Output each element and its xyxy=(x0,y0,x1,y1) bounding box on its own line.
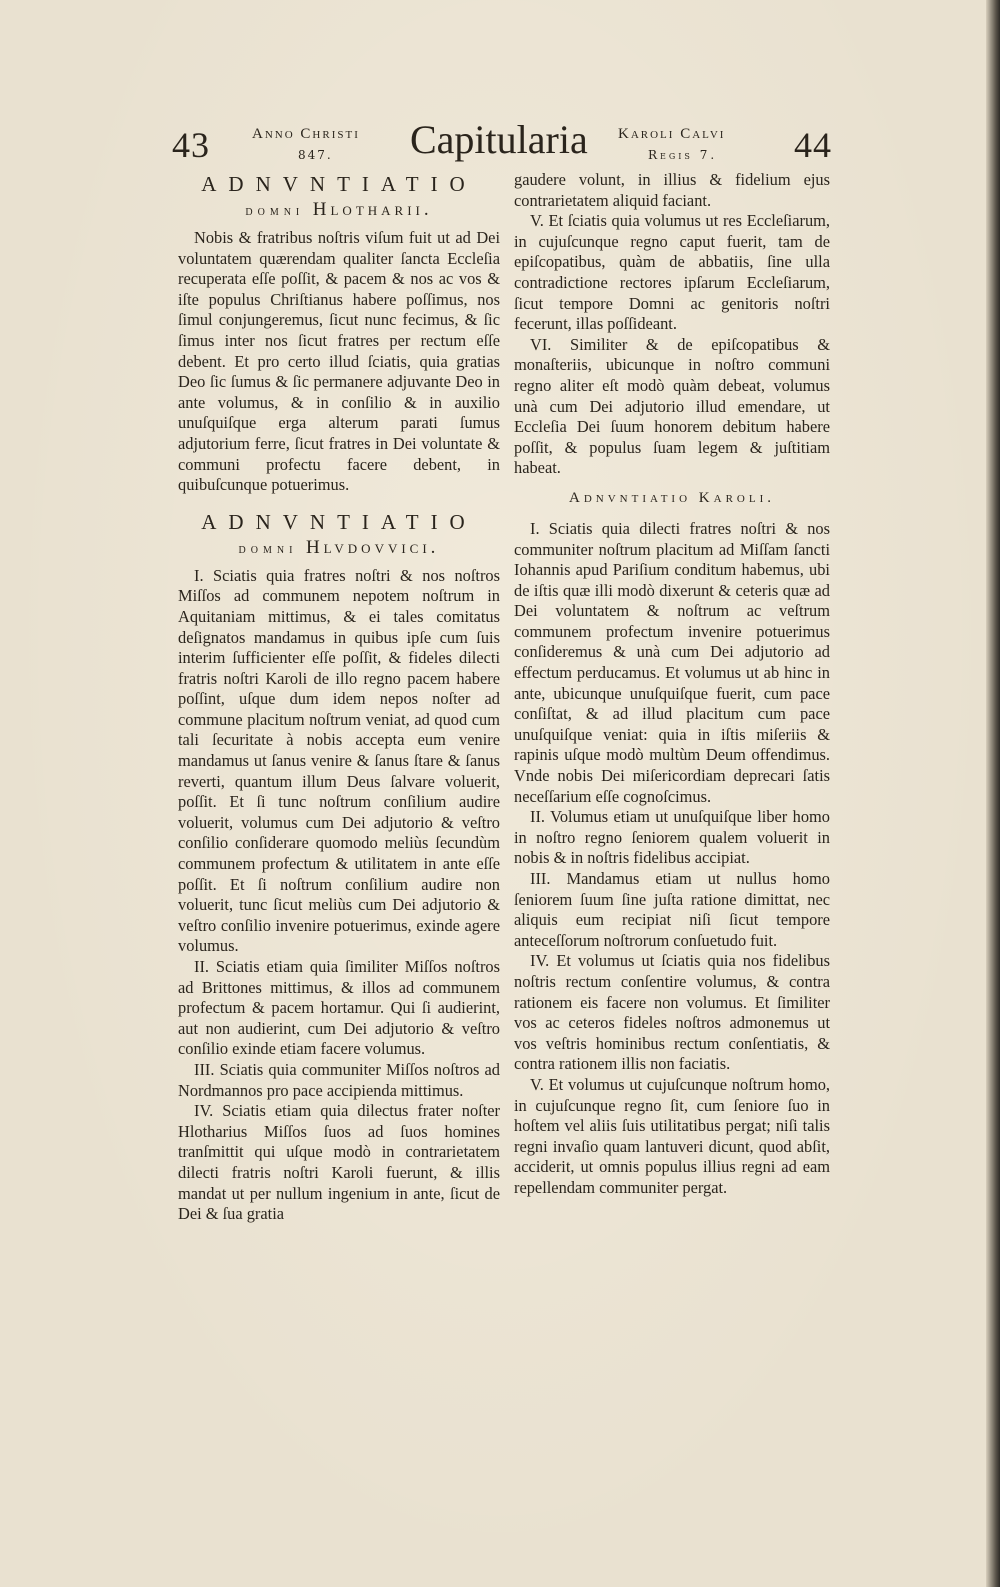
paragraph: II. Sciatis etiam quia ſimiliter Miſſos noſtros ad Brittones mittimus, & illos ad communem profectum & pacem hortamur. Qui ſi audierint, aut non audierint, cum Dei adjutorio & veſtro conſilio exinde etiam facere volumus. xyxy=(178,957,500,1059)
subheading-domni: domni xyxy=(238,541,298,557)
section-heading-hlotharii: ADNVNTIATIO xyxy=(201,172,477,196)
paragraph: I. Sciatis quia fratres noſtri & nos noſtros Miſſos ad communem nepotem noſtrum in Aquitaniam mittimus, & ei tales comitatus deſignatos mandamus in quibus ipſe cum ſuis interim ſufficienter eſſe poſſit, & fideles dilecti fratris noſtri Karoli de illo regno pacem habere poſſint, uſque dum idem nepos noſter ad commune placitum noſtrum veniat, ad quod cum tali ſecuritate à nobis accepta eum venire mandamus ut ſanus venire & ſanus ſtare & ſanus reverti, quantum illum Deus ſalvare voluerit, poſſit. Et ſi tunc noſtrum conſilium audire voluerit, volumus cum Dei adjutorio & veſtro conſilio conſiderare quomodo meliùs ſecundùm communem profectum & utilitatem in ante eſſe poſſit. Et ſi noſtrum conſilium audire non voluerit, tunc ſicut meliùs cum Dei adjutorio & veſtro conſilio invenire potuerimus, exinde agere volumus. xyxy=(178,565,500,956)
paragraph: IV. Sciatis etiam quia dilectus frater noſter Hlotharius Miſſos ſuos ad ſuos homines tranſmittit qui uſque modò in contrarietatem dilecti fratris noſtri Karoli fuerunt, & illis mandat ut per nullum ingenium in ante, ſicut de Dei & ſua gratia xyxy=(178,1101,500,1224)
section-heading-hludovvici: ADNVNTIATIO xyxy=(201,509,477,534)
paragraph: III. Sciatis quia communiter Miſſos noſtros ad Nordmannos pro pace accipienda mittimus. xyxy=(178,1059,500,1100)
anno-christi-label: Anno Christi xyxy=(252,126,360,142)
karoli-calvi-label: Karoli Calvi xyxy=(618,126,726,142)
paragraph: VI. Similiter & de epiſcopatibus & monaſteriis, ubicunque in noſtro communi regno aliter eſt modò quàm debeat, volumus unà cum Dei adjutorio illud emendare, ut Eccleſia Dei ſuum honorem debitum habere poſſit, & populus ſuam legem & juſtitiam habeat. xyxy=(514,334,830,478)
running-title: Capitularia xyxy=(410,117,588,162)
paragraph: gaudere volunt, in illius & fidelium ejus contrarietatem aliquid faciant. xyxy=(514,170,830,210)
subheading-domni: domni xyxy=(245,204,305,219)
paragraph: Nobis & fratribus noſtris viſum fuit ut ad Dei voluntatem quærendam qualiter ſancta Eccleſia recuperata eſſe poſſit, & pacem & nos ac vos & iſte populus Chriſtianus habere poſſimus, nos ſimul conjungeremus, ſicut nunc fecimus, & ſic ſimus inter nos ſicut fratres per rectum eſſe debent. Et pro certo illud ſciatis, quia gratias Deo ſic ſumus & ſic permanere adjuvante Deo in ante volumus, & in conſilio & in auxilio unuſquiſque erga alterum parati ſumus adjutorium ferre, ſicut fratres in Dei voluntate & communi profectu facere debent, in quibuſcunque potuerimus. xyxy=(178,228,500,495)
subheading-name: Hlvdovvici. xyxy=(305,536,440,558)
paragraph: V. Et volumus ut cujuſcunque noſtrum homo, in cujuſcunque regno ſit, cum ſeniore ſuo in hoſtem vel aliis ſuis utilitatibus pergat; niſi talis regni invaſio quam lantuveri dicunt, quod abſit, acciderit, ut omnis populus illius regni ad eam repellendam communiter pergat. xyxy=(514,1074,830,1197)
regis-label: Regis 7. xyxy=(648,148,718,162)
section-subheading-hludovvici xyxy=(178,538,500,560)
book-spine-edge xyxy=(986,0,1000,1587)
paragraph: IV. Et volumus ut ſciatis quia nos fidelibus noſtris rectum conſentire volumus, & contra rationem eis facere non volumus. Et ſimiliter vos ac ceteros fideles noſtros admonemus ut vos veſtris hominibus rectum conſentiatis, & contra rationem illis non faciatis. xyxy=(514,951,830,1074)
paragraph: V. Et ſciatis quia volumus ut res Eccleſiarum, in cujuſcunque regno caput fuerit, tam de epiſcopatibus, quàm de abbatiis, ſine ulla contradictione rectores ipſarum Eccleſiarum, ſicut tempore Domni ac genitoris noſtri fecerunt, illas poſſideant. xyxy=(514,211,830,334)
left-column xyxy=(178,170,500,1225)
paragraph: II. Volumus etiam ut unuſquiſque liber homo in noſtro regno ſeniorem qualem voluerit in nobis & in noſtris fidelibus accipiat. xyxy=(514,807,830,868)
page-number-left: 43 xyxy=(172,125,210,165)
right-column xyxy=(514,170,830,1199)
subheading-name: Hlotharii. xyxy=(312,199,433,220)
section-heading-karoli: Adnvntiatio Karoli. xyxy=(569,489,775,506)
running-header xyxy=(170,118,840,174)
year-label: 847. xyxy=(298,148,333,162)
section-subheading-hlotharii xyxy=(178,200,500,222)
paragraph: I. Sciatis quia dilecti fratres noſtri & nos communiter noſtrum placitum ad Miſſam ſancti Iohannis apud Pariſium conditum habemus, ubi de iſtis quæ illi modò dixerunt & ceteris quæ ad Dei voluntatem & noſtrum ac veſtrum communem profectum invenire potuerimus conſideremus & unà cum Dei adjutorio ad effectum perducamus. Et volumus ut ab hinc in ante, ubicunque unuſquiſque fuerit, cum pace conſiſtat, & ad illud placitum cum pace unuſquiſque veniat: quia in iſtis miſeriis & rapinis uſque modò multùm Deum offendimus. Vnde nobis Dei miſericordiam deprecari ſatis neceſſarium eſſe cognoſcimus. xyxy=(514,518,830,806)
page-number-right: 44 xyxy=(794,125,832,165)
paragraph: III. Mandamus etiam ut nullus homo ſeniorem ſuum ſine juſta ratione dimittat, nec aliquis eum recipiat niſi ſicut tempore anteceſſorum noſtrorum conſuetudo fuit. xyxy=(514,869,830,950)
